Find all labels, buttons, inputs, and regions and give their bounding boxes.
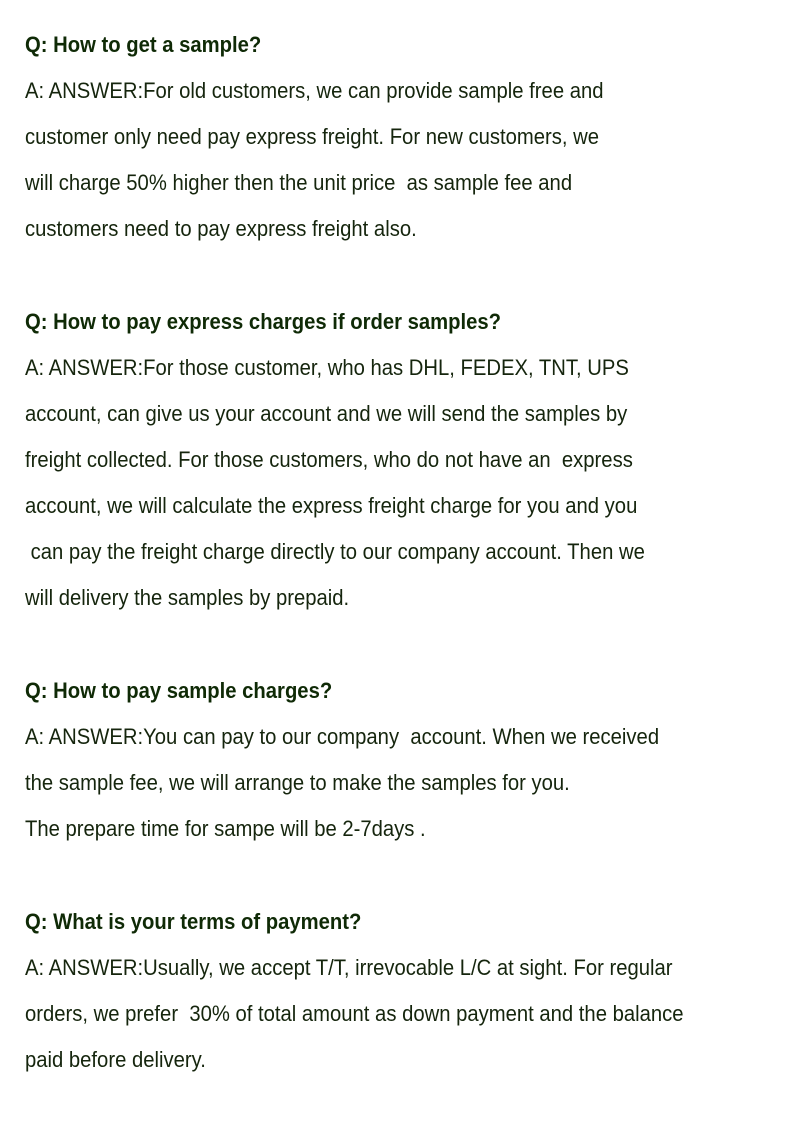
faq-answer-line: orders, we prefer 30% of total amount as down payment and the balance <box>25 1001 684 1026</box>
faq-answer-line: A: ANSWER:For old customers, we can provide sample free and <box>25 78 604 103</box>
faq-answer-line: will delivery the samples by prepaid. <box>25 585 350 610</box>
faq-item-express-charges <box>25 299 785 621</box>
faq-answer-line: can pay the freight charge directly to our company account. Then we <box>25 539 645 564</box>
faq-answer-line: A: ANSWER:Usually, we accept T/T, irrevocable L/C at sight. For regular <box>25 955 673 980</box>
faq-answer-line: paid before delivery. <box>25 1047 206 1072</box>
faq-question: Q: What is your terms of payment? <box>25 909 362 934</box>
faq-answer-line: customer only need pay express freight. For new customers, we <box>25 124 600 149</box>
faq-item-get-sample <box>25 22 785 252</box>
faq-item-payment-terms <box>25 899 785 1083</box>
faq-question: Q: How to pay express charges if order samples? <box>25 309 502 334</box>
faq-answer-line: A: ANSWER:You can pay to our company account. When we received <box>25 724 660 749</box>
faq-answer-line: The prepare time for sampe will be 2-7days . <box>25 816 426 841</box>
faq-answer-line: customers need to pay express freight also. <box>25 216 417 241</box>
faq-list <box>25 22 785 1130</box>
faq-question: Q: How to get a sample? <box>25 32 262 57</box>
faq-answer-line: will charge 50% higher then the unit price as sample fee and <box>25 170 573 195</box>
faq-answer-line: account, we will calculate the express freight charge for you and you <box>25 493 638 518</box>
faq-answer-line: A: ANSWER:For those customer, who has DHL, FEDEX, TNT, UPS <box>25 355 629 380</box>
faq-answer-line: the sample fee, we will arrange to make the samples for you. <box>25 770 570 795</box>
faq-item-sample-charges <box>25 668 785 852</box>
faq-question: Q: How to pay sample charges? <box>25 678 333 703</box>
faq-answer-line: account, can give us your account and we will send the samples by <box>25 401 628 426</box>
faq-answer-line: freight collected. For those customers, who do not have an express <box>25 447 633 472</box>
